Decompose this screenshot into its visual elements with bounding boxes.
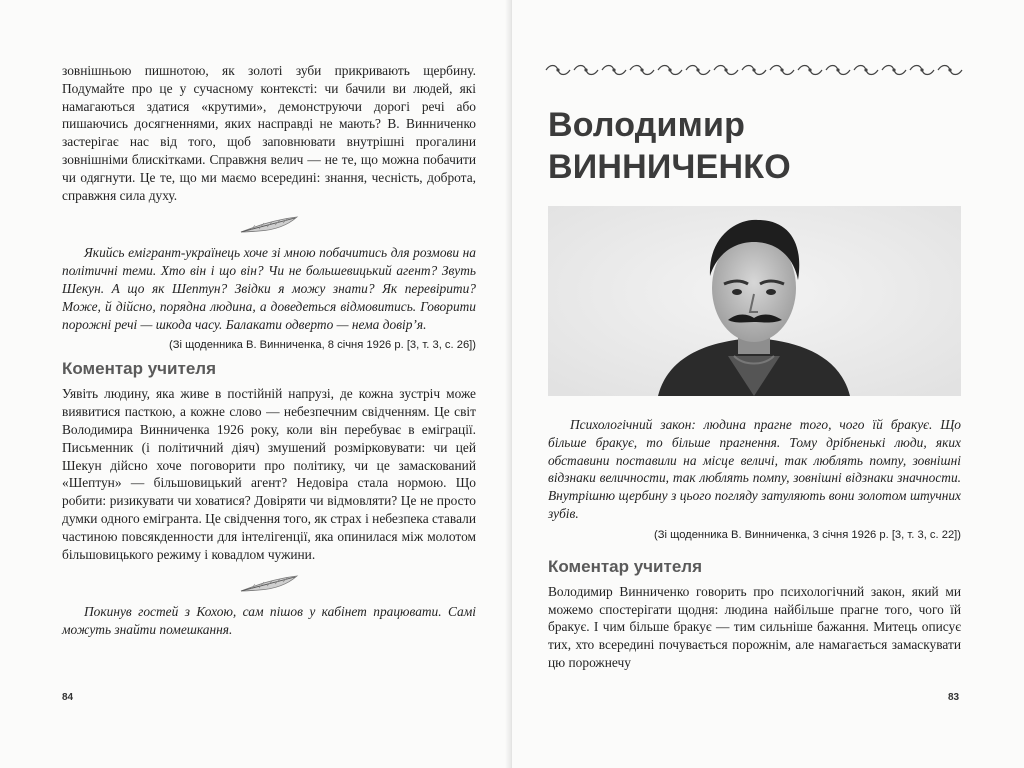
page-title-line1: Володимир bbox=[548, 106, 746, 144]
commentary-text-right: Володимир Винниченко говорить про психологічний закон, який ми можемо спостерігати щодня: людина найбільше прагне того, чого їй бракує. І чим більше бракує — тим сильніше бажання. Митець описує тих, хто всередині почувається порожнім, але намагається замаскувати цю порожнечу bbox=[548, 583, 961, 670]
diary-quote: Якийсь емігрант-українець хоче зі мною побачитись для розмови на політичні теми. Хто він і що він? Чи не большевицький агент? Звуть Шекун. А що як Шептун? Звідки я можу знати? Як перевірити? Може, й дійсно, порядна людина, а доведеться відмовитись. Говорити порожні речі — шкода часу. Балакати одверто — нема довір’я. bbox=[62, 245, 476, 332]
intro-paragraph: зовнішньою пишнотою, як золоті зуби прикривають щербину. Подумайте про це у сучасному контексті: чи бачили ви людей, які намагаються здатися «крутими», демонструючи дорогі речі або пишаючись досягненнями, яких насправді не мають? В. Винниченко застерігає нас від того, щоб заповнювати внутрішні прогалини зовнішніми блискітками. Справжня велич — не те, що можна побачити чи одягнути. Це те, що ми маємо всередині: знання, чесність, доброта, справжня сила духу. bbox=[62, 63, 476, 203]
page-title-line2: ВИННИЧЕНКО bbox=[548, 148, 791, 186]
quote-source: (Зі щоденника В. Винниченка, 8 січня 1926 р. [3, т. 3, с. 26]) bbox=[169, 339, 476, 352]
commentary-heading-right: Коментар учителя bbox=[548, 556, 702, 576]
diary-quote-right: Психологічний закон: людина прагне того, чого їй бракує. Що більше бракує, то більше прагнення. Тому дрібненькі люди, яких обставини поставили на місце величі, так люблять помпу, зовнішні відзнаки величности, так люблять помпу, зовнішні відзнаки значности. Внутрішню щербину з цього погляду затуляють вони золотом штучних зубів. bbox=[548, 417, 961, 521]
decorative-scroll-border-icon bbox=[544, 62, 968, 78]
closing-quote: Покинув гостей з Кохою, сам пішов у кабінет працювати. Самі можуть знайти помешкання. bbox=[62, 604, 476, 638]
page-number-left: 84 bbox=[62, 692, 74, 703]
quote-source-right: (Зі щоденника В. Винниченка, 3 січня 1926 р. [3, т. 3, с. 22]) bbox=[654, 528, 961, 541]
right-page-column bbox=[548, 104, 961, 672]
commentary-text: Уявіть людину, яка живе в постійній напрузі, де кожна зустріч може виявитися пасткою, а кожне слово — небезпечним свідченням. Це світ Володимира Винниченка 1926 року, коли він перебуває в еміграції. Письменник (і політичний діяч) змушений розмірковувати: чи цей Шекун дійсно хоче поговорити про політику, чи це замаскований «Шептун» — більшовицький агент? Недовіра стала нормою. Що робити: ризикувати чи ховатися? Довіряти чи відмовляти? Це не просто думки одного емігранта. Це свідчення того, як страх і небезпека ставали частиною повсякденности для інтелігенції, яка опинилася між молотом більшовицького режиму і ковадлом чужини. bbox=[62, 386, 476, 562]
page-number-right: 83 bbox=[948, 692, 960, 703]
commentary-heading: Коментар учителя bbox=[62, 359, 216, 379]
left-page-column bbox=[62, 62, 476, 639]
feather-quill-icon bbox=[237, 214, 301, 236]
portrait-photo-icon bbox=[548, 206, 961, 396]
feather-quill-icon bbox=[237, 573, 301, 595]
